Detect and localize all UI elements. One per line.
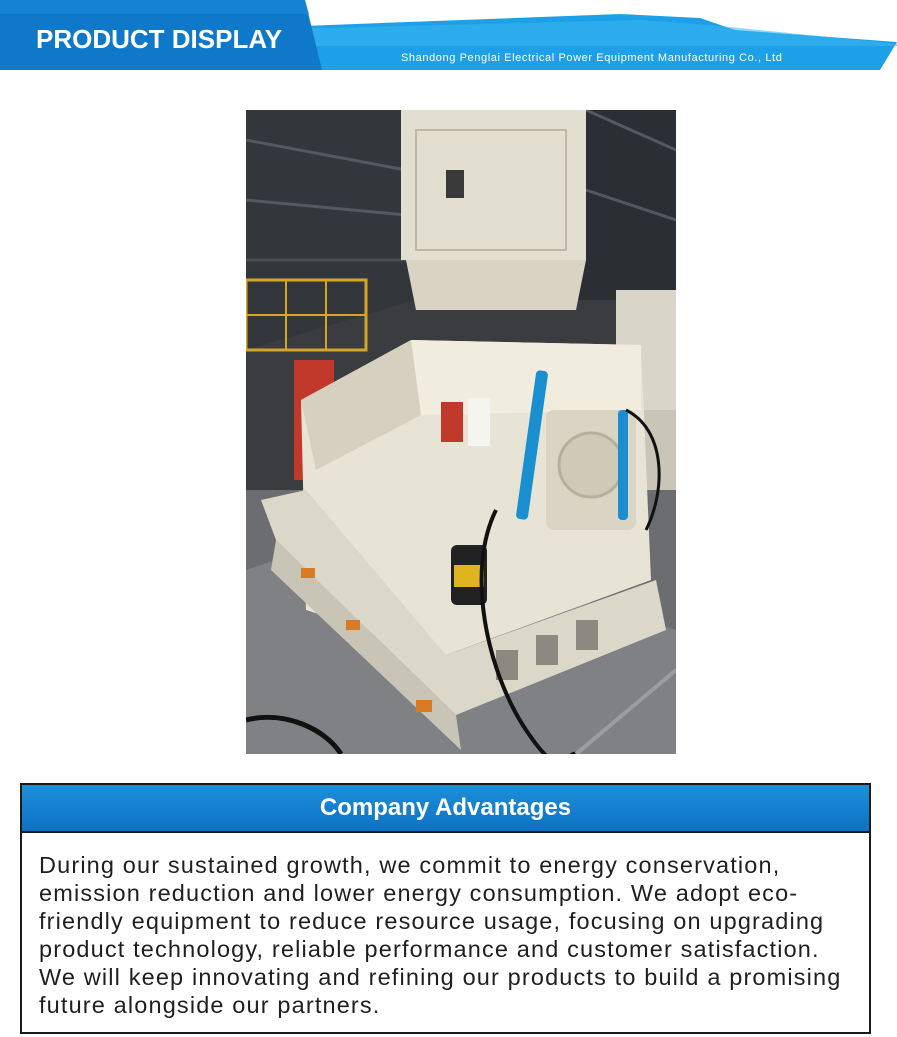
company-advantages-header (22, 785, 869, 833)
page-title: PRODUCT DISPLAY (36, 24, 283, 54)
company-advantages-title: Company Advantages (319, 794, 572, 821)
company-advantages-text: During our sustained growth, we commit to energy conservation, emission reduction and lower energy consumption. We adopt eco-friendly equipment to reduce resource usage, focusing on upgrading product technology, reliable performance and customer satisfaction. We will keep innovating and refining our products to build a promising future alongside our partners. (39, 852, 842, 1018)
product-photo (246, 110, 676, 754)
company-advantages-box (20, 783, 871, 1034)
header-banner (0, 0, 897, 72)
company-name: Shandong Penglai Electrical Power Equipment Manufacturing Co., Ltd (401, 52, 783, 64)
